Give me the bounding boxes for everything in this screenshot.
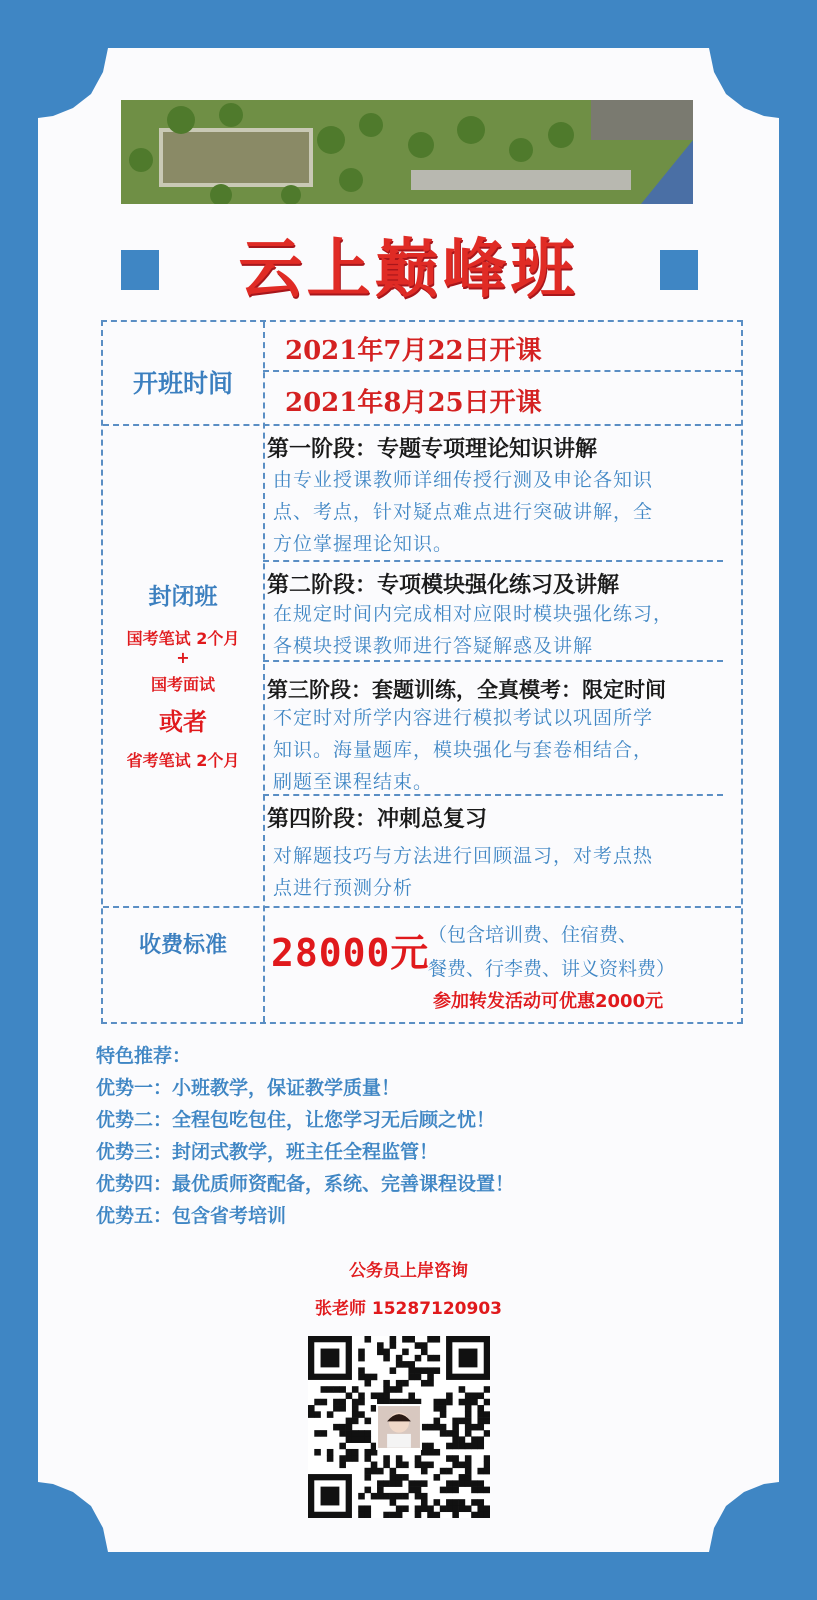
stage-desc: 由专业授课教师详细传授行测及申论各知识 点、考点，针对疑点难点进行突破讲解，全 方位掌握理论知识。	[273, 469, 654, 555]
feature-item: 优势四：最优质师资配备，系统、完善课程设置！	[96, 1173, 515, 1195]
fee-includes: （包含培训费、住宿费、 餐费、行李费、讲义资料费）	[428, 924, 676, 980]
contact-heading: 公务员上岸咨询	[349, 1261, 468, 1281]
feature-item: 优势三：封闭式教学，班主任全程监管！	[96, 1141, 439, 1163]
features-heading: 特色推荐：	[96, 1045, 192, 1067]
contact-phone[interactable]: 张老师 15287120903	[314, 1299, 503, 1319]
feature-item: 优势一：小班教学，保证教学质量！	[96, 1077, 401, 1099]
table-divider	[263, 560, 723, 562]
closed-class-note: 国考笔试 2个月	[126, 629, 240, 648]
table-divider	[263, 370, 741, 372]
stage-desc: 对解题技巧与方法进行回顾温习，对考点热 点进行预测分析	[273, 845, 654, 899]
price: 28000元	[271, 931, 430, 975]
schedule-date: 2021年7月22日开课	[285, 336, 542, 366]
schedule-label: 开班时间	[132, 369, 233, 398]
closed-class-note: 省考笔试 2个月	[126, 751, 240, 770]
decor-square-left	[121, 250, 159, 290]
schedule-date: 2021年8月25日开课	[285, 388, 542, 418]
fee-promo: 参加转发活动可优惠2000元	[433, 991, 664, 1012]
closed-class-note: 或者	[159, 708, 207, 736]
stage-title: 第一阶段：专题专项理论知识讲解	[267, 436, 598, 462]
stage-desc: 在规定时间内完成相对应限时模块强化练习， 各模块授课教师进行答疑解惑及讲解	[273, 603, 674, 657]
stage-desc: 不定时对所学内容进行模拟考试以巩固所学 知识。海量题库，模块强化与套卷相结合， 刷题至课程结束。	[273, 707, 654, 793]
table-divider	[103, 906, 741, 908]
features-list	[96, 1040, 514, 1232]
course-table	[101, 320, 743, 1024]
table-divider	[103, 424, 741, 426]
stage-title: 第三阶段：套题训练，全真模考：限定时间	[267, 677, 666, 702]
fee-label: 收费标准	[138, 932, 227, 958]
stage-title: 第二阶段：专项模块强化练习及讲解	[267, 572, 620, 598]
table-divider-vertical	[263, 322, 265, 1022]
page-title: 云上巅峰班	[238, 232, 579, 307]
qr-code-icon[interactable]	[308, 1336, 490, 1518]
closed-class-note: +	[176, 648, 190, 667]
closed-class-note: 国考面试	[150, 675, 215, 694]
banner-photo	[121, 100, 693, 204]
decor-square-right	[660, 250, 698, 290]
closed-class-label: 封闭班	[148, 583, 218, 610]
feature-item: 优势二：全程包吃包住，让您学习无后顾之忧！	[96, 1109, 496, 1131]
feature-item: 优势五：包含省考培训	[96, 1205, 287, 1227]
stage-title: 第四阶段：冲刺总复习	[267, 806, 488, 832]
